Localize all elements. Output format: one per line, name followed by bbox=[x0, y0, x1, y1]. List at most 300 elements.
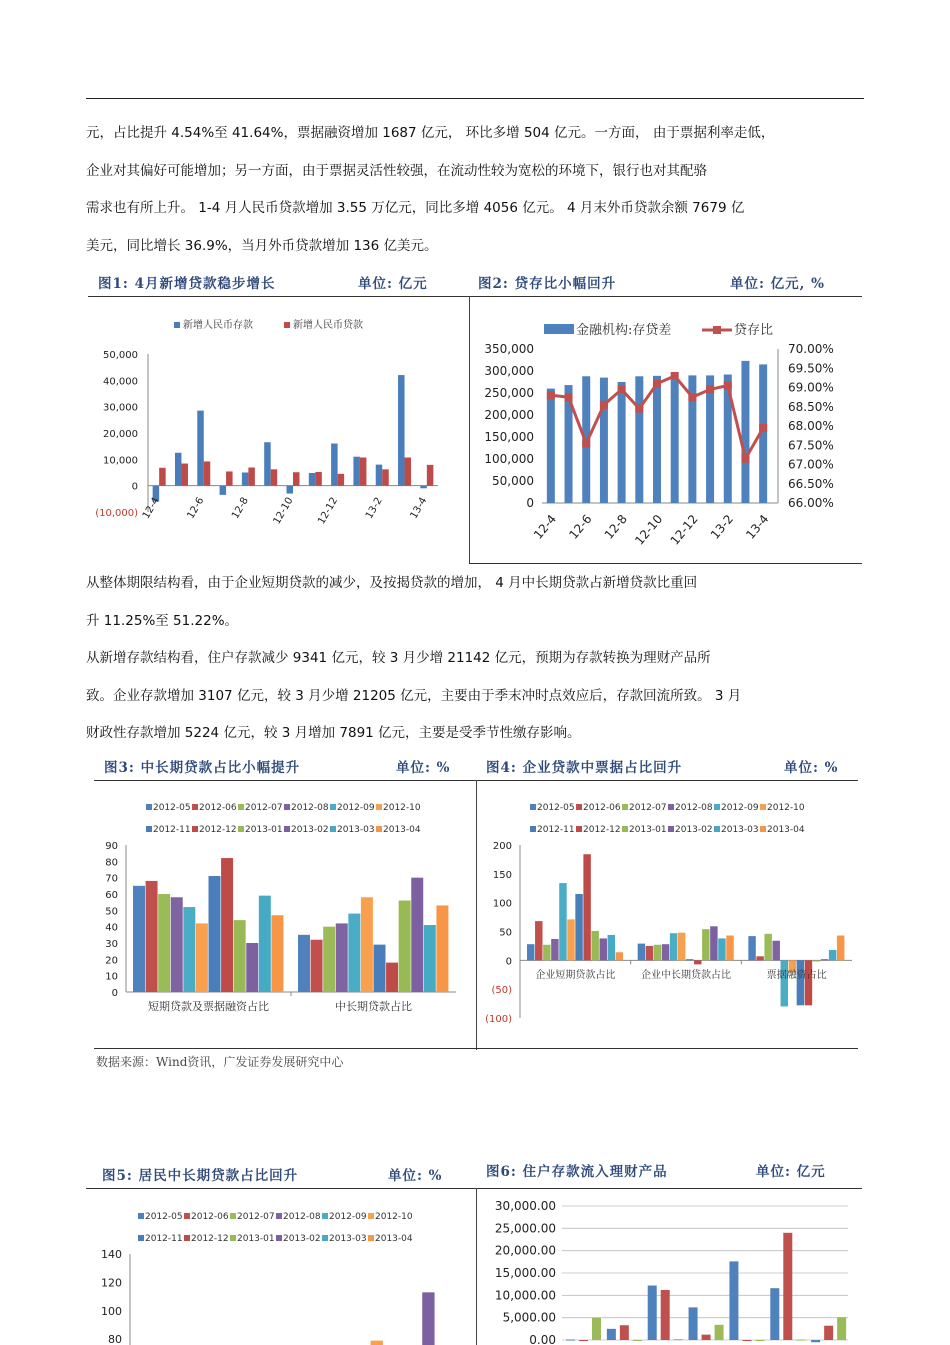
bar bbox=[607, 1329, 616, 1340]
category-label: 票据融资占比 bbox=[766, 970, 827, 981]
paragraph-line: 财政性存款增加 5224 亿元，较 3 月增加 7891 亿元，主要是受季节性缴存影响。 bbox=[86, 725, 581, 741]
y-tick-label: 250,000 bbox=[484, 386, 534, 400]
bar bbox=[748, 936, 755, 960]
paragraph-line: 需求也有所上升。 1-4 月人民币贷款增加 3.55 万亿元，同比多增 4056 亿元。 4 月末外币贷款余额 7679 亿 bbox=[86, 200, 745, 216]
category-label: 短期贷款及票据融资占比 bbox=[148, 1000, 269, 1013]
bar bbox=[382, 469, 389, 485]
bar bbox=[689, 1307, 698, 1340]
legend-label: 2012-06 bbox=[199, 803, 237, 813]
fig5-unit: 单位: % bbox=[388, 1168, 443, 1184]
y-tick-label: 60 bbox=[105, 890, 118, 901]
bar bbox=[323, 927, 335, 992]
line-marker bbox=[688, 393, 696, 401]
bar bbox=[374, 945, 386, 992]
legend-label: 2012-09 bbox=[337, 803, 375, 813]
y-tick-label: 50 bbox=[105, 906, 118, 918]
bar bbox=[638, 944, 645, 961]
bar bbox=[220, 486, 227, 495]
bar bbox=[422, 1292, 434, 1345]
bar bbox=[618, 382, 626, 503]
bar bbox=[635, 376, 643, 503]
legend-label: 2012-07 bbox=[629, 803, 667, 813]
bar bbox=[741, 361, 749, 503]
legend-label: 2013-02 bbox=[675, 825, 713, 835]
bar bbox=[661, 1290, 670, 1340]
legend-swatch bbox=[713, 326, 721, 334]
legend-swatch bbox=[376, 826, 382, 832]
x-tick-label: 12-8 bbox=[601, 511, 630, 542]
y2-tick-label: 66.50% bbox=[788, 476, 834, 491]
fig1-svg bbox=[88, 300, 468, 562]
y-tick-label: 0.00 bbox=[529, 1333, 556, 1345]
paragraph-line: 美元，同比增长 36.9%，当月外币贷款增加 136 亿美元。 bbox=[86, 237, 438, 254]
fig6-svg bbox=[480, 1192, 860, 1345]
bar bbox=[246, 943, 258, 992]
bar bbox=[234, 920, 246, 992]
y-tick-label: 5,000.00 bbox=[502, 1310, 556, 1325]
legend-swatch bbox=[368, 1235, 374, 1241]
legend-swatch bbox=[276, 1213, 282, 1219]
bar bbox=[338, 474, 345, 486]
fig12-divider bbox=[469, 296, 470, 564]
bar bbox=[702, 1335, 711, 1340]
y-tick-label: (100) bbox=[485, 1014, 512, 1025]
fig6-chart bbox=[480, 1192, 860, 1345]
bar bbox=[592, 1318, 601, 1340]
y-tick-label: 0 bbox=[505, 956, 512, 968]
bar bbox=[710, 926, 717, 960]
bar bbox=[158, 894, 170, 992]
paragraph-2 bbox=[86, 565, 866, 640]
bar bbox=[670, 933, 677, 960]
y-tick-label: 350,000 bbox=[484, 342, 534, 356]
y-tick-label: 10,000 bbox=[103, 455, 138, 467]
fig1-title: 图1: 4月新增贷款稳步增长 bbox=[98, 276, 276, 292]
fig2-svg bbox=[472, 300, 862, 562]
line-marker bbox=[741, 455, 749, 463]
bar bbox=[547, 389, 555, 503]
bar bbox=[386, 963, 398, 992]
bar bbox=[221, 858, 233, 992]
bar bbox=[566, 1340, 575, 1341]
line-marker bbox=[565, 393, 573, 401]
fig6-unit: 单位: 亿元 bbox=[756, 1164, 826, 1180]
y-tick-label: 40 bbox=[105, 922, 118, 934]
bar bbox=[271, 915, 283, 992]
fig4-svg bbox=[480, 790, 858, 1046]
y-tick-label: (50) bbox=[491, 985, 512, 997]
paragraph-line: 从整体期限结构看，由于企业短期贷款的减少，及按揭贷款的增加， 4 月中长期贷款占新增贷款比重回 bbox=[86, 575, 698, 591]
bar bbox=[797, 960, 804, 1005]
bar bbox=[360, 457, 367, 485]
legend-label: 2013-03 bbox=[337, 825, 375, 835]
legend-swatch bbox=[184, 1213, 190, 1219]
bar bbox=[293, 472, 300, 485]
bar bbox=[715, 1325, 724, 1340]
bar bbox=[197, 411, 204, 486]
fig2-chart bbox=[472, 300, 862, 562]
legend-swatch bbox=[368, 1213, 374, 1219]
bar bbox=[424, 925, 436, 992]
bar bbox=[678, 933, 685, 961]
legend-swatch bbox=[184, 1235, 190, 1241]
bar bbox=[579, 1340, 588, 1341]
x-tick-label: 13-4 bbox=[408, 495, 430, 521]
bar bbox=[608, 935, 615, 960]
legend-label: 2013-04 bbox=[767, 825, 805, 835]
bar bbox=[196, 923, 208, 992]
legend-swatch bbox=[714, 826, 720, 832]
y2-tick-label: 66.00% bbox=[788, 496, 834, 510]
fig12-top-rule bbox=[88, 296, 862, 297]
line-marker bbox=[600, 401, 608, 409]
bar bbox=[405, 457, 412, 485]
bar bbox=[773, 941, 780, 961]
fig4-title: 图4: 企业贷款中票据占比回升 bbox=[486, 760, 683, 776]
bar bbox=[309, 473, 316, 486]
y-tick-label: 200 bbox=[492, 841, 512, 852]
x-tick-label: 12-4 bbox=[530, 511, 560, 542]
legend-swatch bbox=[330, 826, 336, 832]
bar bbox=[315, 472, 322, 486]
category-label: 企业中长期贷款占比 bbox=[641, 970, 731, 981]
bar bbox=[175, 453, 182, 486]
legend-label: 2012-05 bbox=[145, 1212, 183, 1222]
y-tick-label: 40,000 bbox=[103, 376, 138, 388]
bar bbox=[543, 945, 550, 961]
y-tick-label: 200,000 bbox=[484, 408, 534, 422]
bar bbox=[436, 905, 448, 992]
y-tick-label: 300,000 bbox=[484, 364, 534, 378]
fig34-bottom-rule bbox=[94, 1048, 858, 1049]
bar bbox=[824, 1326, 833, 1340]
bar bbox=[427, 465, 434, 486]
legend-swatch bbox=[760, 826, 766, 832]
y2-tick-label: 67.00% bbox=[788, 457, 834, 472]
bar bbox=[764, 934, 771, 961]
bar bbox=[264, 442, 271, 485]
y-tick-label: 30 bbox=[105, 939, 118, 950]
bar bbox=[811, 1340, 820, 1342]
y-tick-label: 100,000 bbox=[484, 452, 534, 466]
y2-tick-label: 69.00% bbox=[788, 380, 834, 395]
x-tick-label: 13-4 bbox=[743, 511, 772, 542]
legend-label: 新增人民币贷款 bbox=[293, 320, 363, 331]
legend-label: 2012-10 bbox=[767, 803, 805, 813]
y-tick-label: 150,000 bbox=[484, 430, 534, 444]
y-tick-label: 50,000 bbox=[103, 350, 138, 361]
bar bbox=[146, 881, 158, 992]
bar bbox=[361, 897, 373, 992]
bar bbox=[783, 1233, 792, 1340]
bar bbox=[331, 444, 338, 486]
bar bbox=[662, 944, 669, 960]
legend-label: 2012-11 bbox=[537, 825, 575, 835]
y-tick-label: 10,000.00 bbox=[494, 1288, 556, 1303]
bar bbox=[159, 468, 166, 486]
y-tick-label: 120 bbox=[101, 1276, 122, 1290]
fig1-unit: 单位: 亿元 bbox=[358, 276, 428, 292]
y-tick-label: 0 bbox=[111, 988, 118, 999]
bar bbox=[686, 959, 693, 960]
legend-label: 2013-03 bbox=[329, 1234, 367, 1244]
bar bbox=[756, 956, 763, 960]
legend-swatch bbox=[322, 1235, 328, 1241]
bar bbox=[706, 375, 714, 503]
y-tick-label: 50 bbox=[499, 927, 512, 939]
legend-label: 2013-02 bbox=[291, 825, 329, 835]
legend-label: 2012-08 bbox=[283, 1212, 321, 1222]
fig2-unit: 单位: 亿元, % bbox=[730, 276, 825, 292]
legend-label: 2012-05 bbox=[153, 803, 191, 813]
y-tick-label: 100 bbox=[101, 1304, 122, 1318]
y2-tick-label: 70.00% bbox=[788, 342, 834, 356]
bar bbox=[648, 1286, 657, 1340]
bar bbox=[620, 1325, 629, 1340]
fig56-top-rule bbox=[86, 1188, 862, 1189]
legend-label: 2012-07 bbox=[237, 1212, 275, 1222]
bar bbox=[567, 919, 574, 960]
x-tick-label: 12-4 bbox=[140, 495, 162, 521]
legend-label: 2013-01 bbox=[629, 825, 667, 835]
bar bbox=[527, 944, 534, 960]
legend-swatch bbox=[230, 1213, 236, 1219]
legend-swatch bbox=[622, 826, 628, 832]
paragraph-line: 企业对其偏好可能增加；另一方面，由于票据灵活性较强，在流动性较为宽松的环境下，银行也对其配骆 bbox=[86, 162, 707, 179]
legend-swatch bbox=[714, 804, 720, 810]
bar bbox=[348, 914, 360, 992]
bar bbox=[718, 938, 725, 960]
y-tick-label: 25,000.00 bbox=[494, 1221, 556, 1236]
bar bbox=[674, 1339, 683, 1340]
paragraph-line: 元，占比提升 4.54%至 41.64%，票据融资增加 1687 亿元， 环比多增 504 亿元。一方面， 由于票据利率走低， bbox=[86, 125, 775, 141]
legend-label: 2013-03 bbox=[721, 825, 759, 835]
legend-label: 2013-01 bbox=[245, 825, 283, 835]
bar bbox=[209, 876, 221, 992]
legend-label: 新增人民币存款 bbox=[183, 320, 253, 331]
line-marker bbox=[582, 439, 590, 447]
legend-label: 2012-09 bbox=[329, 1212, 367, 1222]
bar bbox=[633, 1340, 642, 1341]
bar bbox=[287, 486, 294, 494]
legend-label: 2013-02 bbox=[283, 1234, 321, 1244]
y-tick-label: 90 bbox=[105, 841, 118, 852]
bar bbox=[654, 945, 661, 961]
fig3-title: 图3: 中长期贷款占比小幅提升 bbox=[104, 760, 301, 776]
bar bbox=[311, 940, 323, 992]
bar bbox=[742, 1340, 751, 1341]
legend-swatch bbox=[622, 804, 628, 810]
bar bbox=[600, 938, 607, 960]
x-tick-label: 12-6 bbox=[185, 495, 207, 521]
legend-label: 2013-04 bbox=[383, 825, 421, 835]
legend-swatch bbox=[284, 826, 290, 832]
bar bbox=[271, 469, 278, 485]
y-tick-label: 20,000.00 bbox=[494, 1243, 556, 1258]
bar bbox=[726, 936, 733, 961]
legend-label: 2012-11 bbox=[145, 1234, 183, 1244]
bar bbox=[420, 486, 427, 489]
y-tick-label: 20 bbox=[105, 955, 118, 967]
bar bbox=[813, 960, 820, 961]
legend-swatch bbox=[322, 1213, 328, 1219]
legend-swatch bbox=[138, 1235, 144, 1241]
legend-label: 2012-08 bbox=[675, 803, 713, 813]
fig2-title: 图2: 贷存比小幅回升 bbox=[478, 276, 617, 292]
y-tick-label: 150 bbox=[492, 869, 512, 881]
bar bbox=[781, 960, 788, 1006]
fig3-svg bbox=[96, 790, 474, 1046]
bar bbox=[821, 959, 828, 960]
bar bbox=[259, 896, 271, 992]
category-label: 企业短期贷款占比 bbox=[535, 970, 616, 981]
bar bbox=[398, 375, 405, 486]
line-marker bbox=[759, 424, 767, 432]
bar bbox=[653, 376, 661, 503]
bar bbox=[729, 1261, 738, 1340]
legend-swatch bbox=[284, 322, 290, 328]
fig4-chart bbox=[480, 790, 858, 1046]
y2-tick-label: 68.50% bbox=[788, 399, 834, 414]
legend-swatch bbox=[284, 804, 290, 810]
bar bbox=[183, 907, 195, 992]
legend-swatch bbox=[138, 1213, 144, 1219]
line-marker bbox=[618, 385, 626, 393]
fig4-unit: 单位: % bbox=[784, 760, 839, 776]
paragraph-line: 升 11.25%至 51.22%。 bbox=[86, 612, 239, 629]
y-tick-label: 20,000 bbox=[103, 429, 138, 440]
bar bbox=[600, 378, 608, 503]
bar bbox=[616, 952, 623, 960]
bar bbox=[591, 931, 598, 960]
fig5-title: 图5: 居民中长期贷款占比回升 bbox=[102, 1168, 299, 1184]
line-marker bbox=[653, 380, 661, 388]
legend-label: 2012-10 bbox=[375, 1212, 413, 1222]
paragraph-1 bbox=[86, 115, 866, 265]
legend-swatch bbox=[174, 322, 180, 328]
bar bbox=[226, 471, 233, 485]
x-tick-label: 13-2 bbox=[707, 511, 737, 542]
fig3-chart bbox=[96, 790, 474, 1046]
legend-label: 2013-04 bbox=[375, 1234, 413, 1244]
legend-swatch bbox=[276, 1235, 282, 1241]
legend-swatch bbox=[576, 804, 582, 810]
fig1-chart bbox=[88, 300, 468, 562]
bar bbox=[702, 929, 709, 960]
legend-swatch bbox=[576, 826, 582, 832]
y-tick-label: 10 bbox=[105, 971, 118, 983]
legend-label: 2012-05 bbox=[537, 803, 575, 813]
y-tick-label: (10,000) bbox=[95, 508, 138, 519]
legend-swatch bbox=[760, 804, 766, 810]
bar bbox=[646, 946, 653, 960]
y2-tick-label: 68.00% bbox=[788, 419, 834, 433]
bar bbox=[411, 878, 423, 992]
line-marker bbox=[724, 382, 732, 390]
legend-label: 贷存比 bbox=[734, 323, 774, 338]
fig34-divider bbox=[476, 780, 477, 1050]
legend-swatch bbox=[668, 804, 674, 810]
legend-label: 2012-11 bbox=[153, 825, 191, 835]
bar bbox=[829, 950, 836, 960]
x-tick-label: 12-6 bbox=[566, 511, 595, 542]
line-marker bbox=[547, 391, 555, 399]
legend-swatch bbox=[192, 826, 198, 832]
bar bbox=[755, 1340, 764, 1341]
fig5-svg bbox=[88, 1196, 474, 1345]
bar bbox=[805, 960, 812, 1005]
bar bbox=[336, 923, 348, 992]
legend-swatch bbox=[530, 804, 536, 810]
bar bbox=[376, 465, 383, 486]
bar bbox=[133, 886, 145, 992]
legend-label: 2012-12 bbox=[191, 1234, 229, 1244]
bar bbox=[837, 1317, 846, 1340]
bar bbox=[837, 936, 844, 961]
legend-label: 2012-12 bbox=[199, 825, 237, 835]
y-tick-label: 0 bbox=[131, 481, 138, 493]
legend-swatch bbox=[376, 804, 382, 810]
line-marker bbox=[671, 372, 679, 380]
bar bbox=[551, 939, 558, 960]
bar bbox=[171, 897, 183, 992]
legend-label: 2012-07 bbox=[245, 803, 283, 813]
bar bbox=[248, 467, 255, 485]
legend-label: 2012-10 bbox=[383, 803, 421, 813]
legend-label: 2012-06 bbox=[191, 1212, 229, 1222]
legend-label: 2012-12 bbox=[583, 825, 621, 835]
bar bbox=[242, 473, 249, 486]
fig3-unit: 单位: % bbox=[396, 760, 451, 776]
bar bbox=[796, 1340, 805, 1341]
bar bbox=[770, 1288, 779, 1340]
legend-swatch bbox=[238, 804, 244, 810]
legend-swatch bbox=[668, 826, 674, 832]
legend-swatch bbox=[544, 324, 574, 334]
x-tick-label: 13-2 bbox=[363, 495, 385, 521]
legend-label: 2013-01 bbox=[237, 1234, 275, 1244]
bar bbox=[181, 464, 188, 486]
y-tick-label: 70 bbox=[105, 873, 118, 885]
legend-swatch bbox=[146, 826, 152, 832]
x-tick-label: 12-12 bbox=[667, 511, 701, 548]
fig5-chart bbox=[88, 1196, 474, 1345]
fig2-bottom-rule bbox=[469, 563, 862, 564]
y-tick-label: 30,000.00 bbox=[494, 1199, 556, 1213]
y-tick-label: 140 bbox=[101, 1248, 122, 1261]
source-note: 数据来源：Wind资讯，广发证券发展研究中心 bbox=[96, 1055, 344, 1069]
x-tick-label: 12-10 bbox=[632, 511, 666, 548]
y-tick-label: 15,000.00 bbox=[494, 1266, 556, 1280]
bar bbox=[353, 457, 360, 486]
y-tick-label: 100 bbox=[492, 898, 512, 910]
bar bbox=[535, 921, 542, 960]
paragraph-line: 致。企业存款增加 3107 亿元，较 3 月少增 21205 亿元，主要由于季末冲时点效应后，存款回流所致。 3 月 bbox=[86, 687, 742, 704]
legend-label: 2012-09 bbox=[721, 803, 759, 813]
bar bbox=[204, 461, 211, 485]
x-tick-label: 12-8 bbox=[230, 495, 251, 521]
legend-swatch bbox=[230, 1235, 236, 1241]
paragraph-line: 从新增存款结构看，住户存款减少 9341 亿元，较 3 月少增 21142 亿元，预期为存款转换为理财产品所 bbox=[86, 650, 711, 666]
legend-label: 金融机构:存贷差 bbox=[576, 323, 672, 338]
paragraph-3 bbox=[86, 640, 866, 753]
y2-tick-label: 67.50% bbox=[788, 438, 834, 453]
x-tick-label: 12-12 bbox=[316, 495, 341, 527]
fig56-divider bbox=[476, 1188, 477, 1345]
category-label: 中长期贷款占比 bbox=[335, 1000, 412, 1013]
legend-swatch bbox=[192, 804, 198, 810]
legend-swatch bbox=[530, 826, 536, 832]
